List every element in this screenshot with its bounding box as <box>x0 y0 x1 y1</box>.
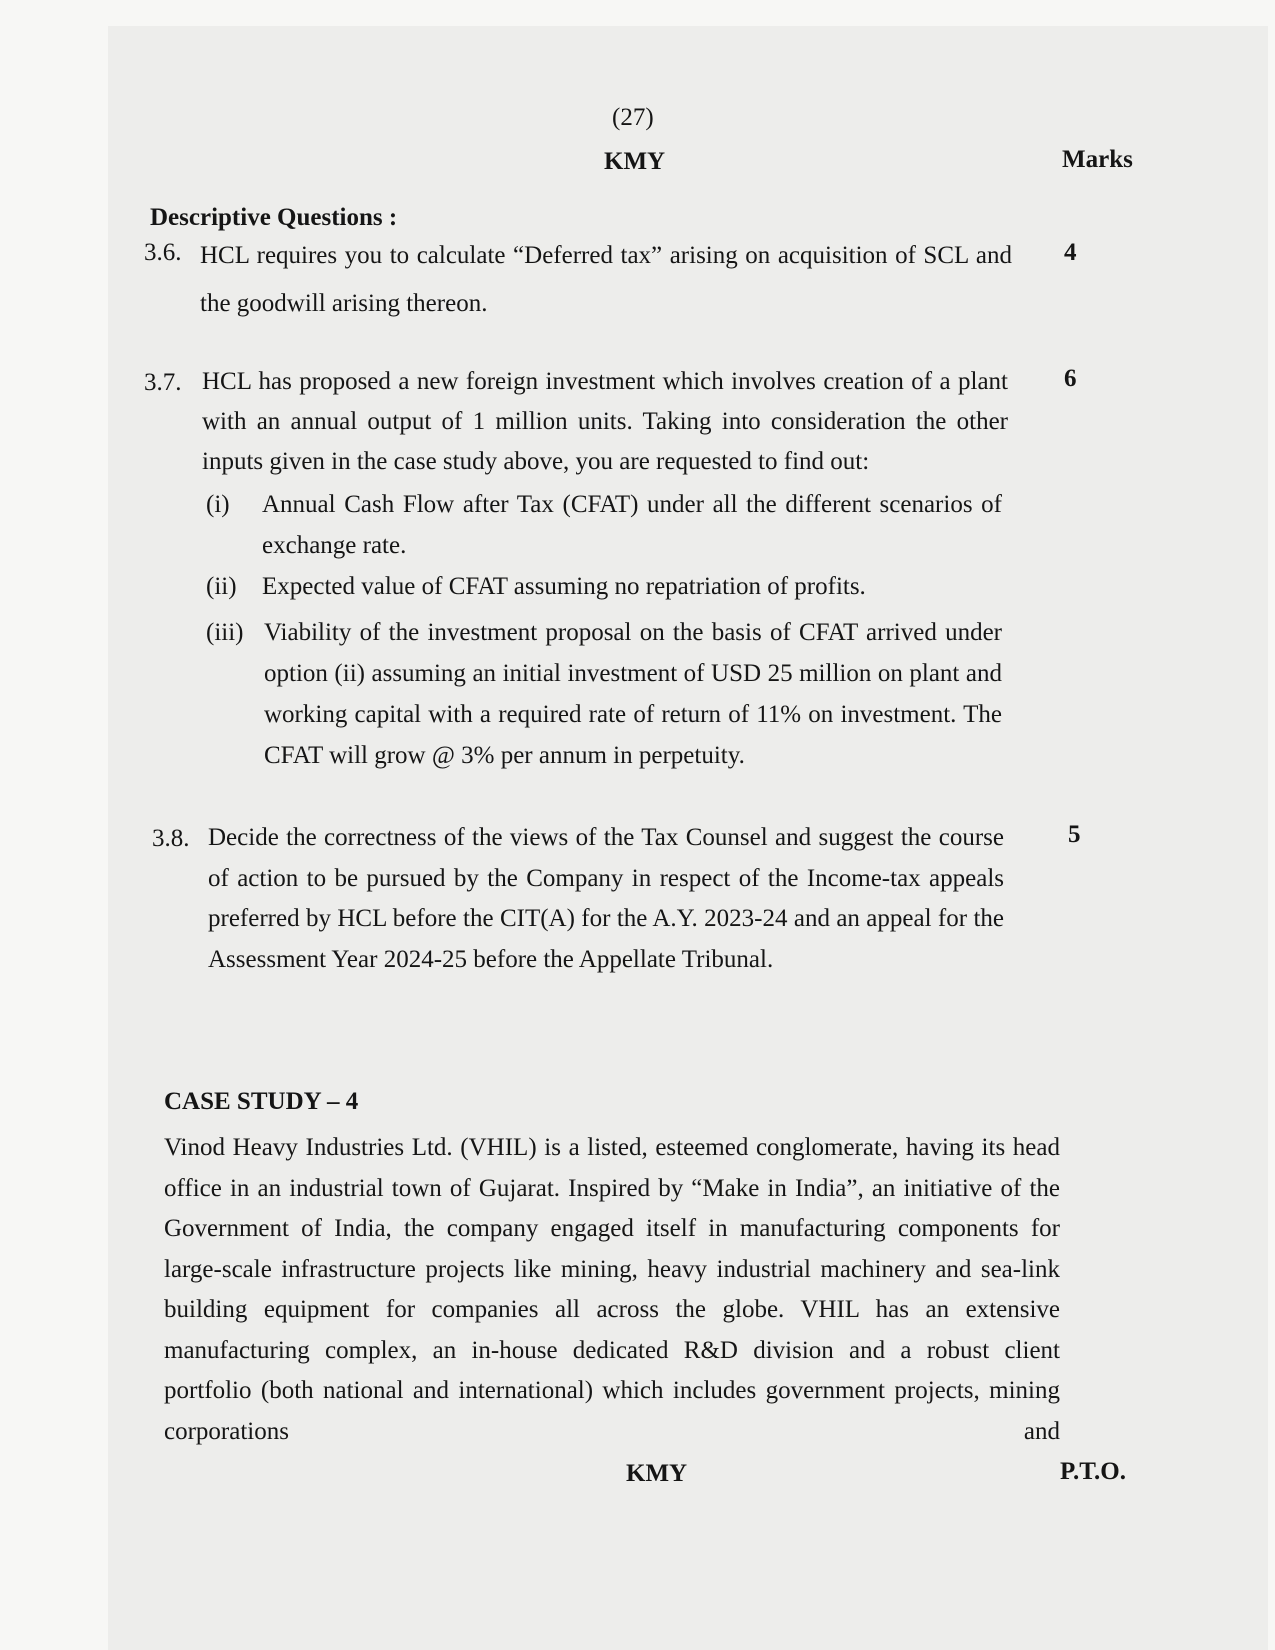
subitem-number: (ii) <box>206 573 237 600</box>
subitem-text: Expected value of CFAT assuming no repatriation of profits. <box>262 573 866 600</box>
question-marks: 6 <box>1064 365 1077 392</box>
question-text: HCL requires you to calculate “Deferred tax” arising on acquisition of SCL and the goodwill arising thereon. <box>200 242 1012 317</box>
question-number: 3.6. <box>144 239 182 266</box>
marks-column-heading: Marks <box>1062 146 1133 173</box>
subitem-number: (iii) <box>206 619 244 646</box>
case-study-title: CASE STUDY – 4 <box>164 1088 359 1115</box>
case-study-paragraph: Vinod Heavy Industries Ltd. (VHIL) is a listed, esteemed conglomerate, having its head office in an industrial town of Gujarat. Inspired by “Make in India”, an initiative of the Government of India, the company engaged itself in manufacturing components for large-scale infrastructure projects like mining, heavy industrial machinery and sea-link building equipment for companies all across the globe. VHIL has an extensive manufacturing complex, an in-house dedicated R&D division and a robust client portfolio (both national and international) which includes government projects, mining corporations and <box>164 1134 1060 1445</box>
subitem-text: Annual Cash Flow after Tax (CFAT) under all the different scenarios of exchange rate. <box>262 491 1002 559</box>
section-title: Descriptive Questions : <box>150 204 398 231</box>
question-text: Decide the correctness of the views of the Tax Counsel and suggest the course of action to be pursued by the Company in respect of the Income-tax appeals preferred by HCL before the CIT(A) for the A.Y. 2023-24 and an appeal for the Assessment Year 2024-25 before the Appellate Tribunal. <box>208 824 1004 973</box>
question-marks: 5 <box>1068 821 1081 848</box>
subitem-text: Viability of the investment proposal on the basis of CFAT arrived under option (ii) assuming an initial investment of USD 25 million on plant and working capital with a required rate of return of 11% on investment. The CFAT will grow @ 3% per annum in perpetuity. <box>264 619 1002 769</box>
question-number: 3.8. <box>152 825 190 852</box>
question-text: HCL has proposed a new foreign investment which involves creation of a plant with an annual output of 1 million units. Taking into consideration the other inputs given in the case study above, you are requested to find out: <box>202 368 1008 475</box>
page-number: (27) <box>612 104 654 131</box>
subitem-number: (i) <box>206 491 230 518</box>
paper-code-footer: KMY <box>626 1460 688 1487</box>
question-marks: 4 <box>1064 239 1077 266</box>
please-turn-over: P.T.O. <box>1060 1458 1126 1485</box>
paper-code-header: KMY <box>604 148 666 175</box>
question-number: 3.7. <box>144 369 182 396</box>
